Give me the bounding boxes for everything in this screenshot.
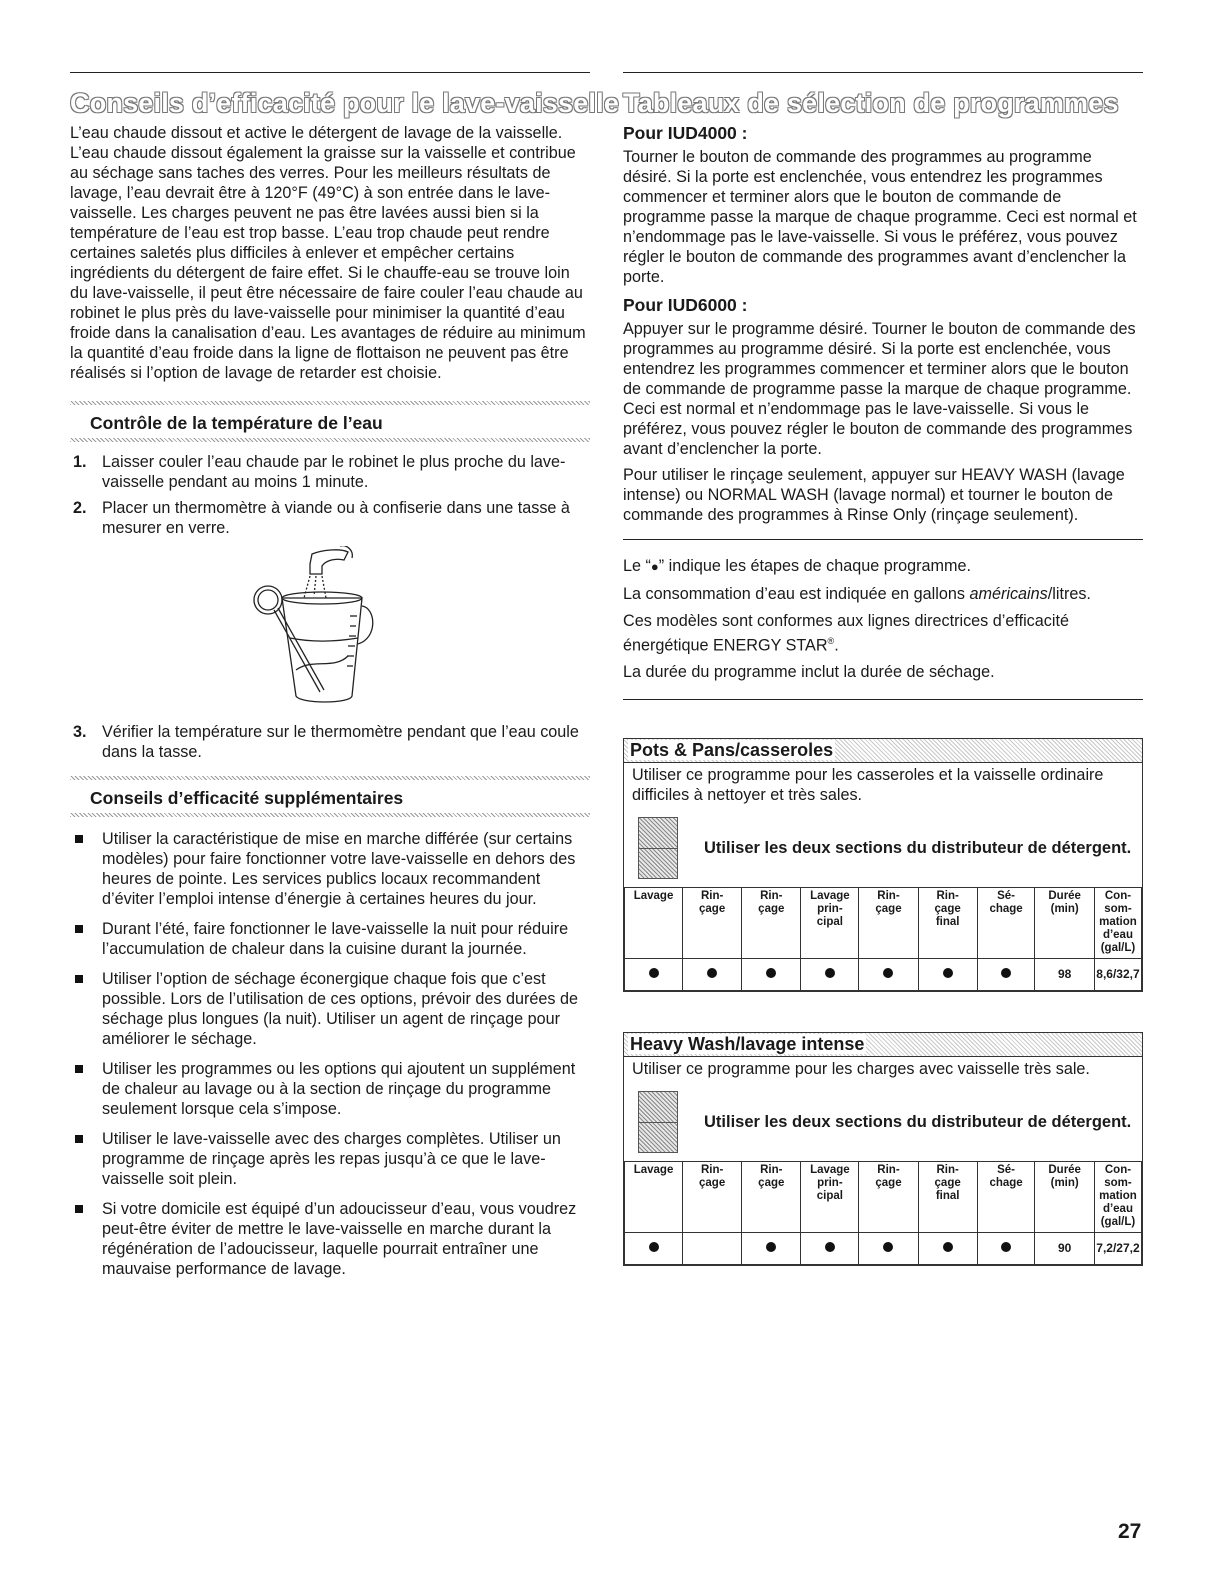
tip-text: Durant l’été, faire fonctionner le lave-vaisselle la nuit pour réduire l’accumulation de chaleur dans la cuisine durant la journée. [102, 920, 569, 958]
header-line: çage [875, 1177, 902, 1190]
header-line: (gal/L) [1100, 1216, 1136, 1229]
header-line: Sé- [997, 890, 1016, 903]
step-cell [859, 959, 918, 991]
detergent-instruction: Utiliser les deux sections du distributeur de détergent. [704, 1113, 1132, 1132]
header-line: Rin- [760, 1164, 783, 1177]
step-item [70, 722, 590, 762]
step-dot-icon [766, 1242, 776, 1252]
table-row [625, 1233, 1142, 1265]
header-line: som- [1104, 903, 1132, 916]
header-line: cipal [816, 916, 843, 929]
dot-note: Le “●” indique les étapes de chaque programme. [623, 557, 972, 575]
iud6000-text: Appuyer sur le programme désiré. Tourner le bouton de commande des programmes au programme désiré. Si la porte est enclenchée, vous entendrez les programmes commencer et terminer alors que le bouton de commande de programme passe la marque de chaque programme. Ceci est normal et n’endommage pas le lave-vaisselle. Si vous le préférez, vous pouvez régler le bouton de commande des programmes avant d’enclencher la porte. [623, 320, 1136, 458]
step-cell [683, 1233, 742, 1265]
column-header [625, 1162, 683, 1233]
header-line: çage [699, 903, 726, 916]
tip-text: Utiliser l’option de séchage éconergique chaque fois que c’est possible. Lors de l’utilisation de ces options, prévoir des durées de séchage plus longues (la nuit). Utiliser un agent de rinçage pour améliorer le séchage. [102, 970, 579, 1048]
step-item [70, 498, 590, 538]
energy-note: Ces modèles sont conformes aux lignes directrices d’efficacité énergétique ENERGY STAR®. [623, 612, 1069, 655]
column-header [1035, 1162, 1095, 1233]
step-dot-icon [943, 968, 953, 978]
header-line: (min) [1050, 1177, 1079, 1190]
tip-item [70, 1199, 590, 1279]
program-name: Heavy Wash/lavage intense [630, 1034, 865, 1055]
step-cell [801, 1233, 859, 1265]
column-header [625, 888, 683, 959]
bullet-square-icon [75, 1065, 83, 1073]
program-box [623, 1032, 1143, 1266]
step-dot-icon [1001, 968, 1011, 978]
step-cell [683, 959, 742, 991]
step-cell [918, 1233, 977, 1265]
program-tables-title: Tableaux de sélection de programmes [623, 88, 1119, 118]
bullet-square-icon [75, 1135, 83, 1143]
notes-bottom-rule [623, 699, 1143, 700]
header-line: chage [989, 1177, 1023, 1190]
step-text: Placer un thermomètre à viande ou à confiserie dans une tasse à mesurer en verre. [102, 499, 570, 537]
header-line: Rin- [700, 1164, 724, 1177]
water-use-cell: 8,6/32,7 [1094, 959, 1141, 991]
header-line: (min) [1050, 903, 1079, 916]
dot-icon: ● [650, 559, 659, 574]
bullet-square-icon [75, 835, 83, 843]
program-description: Utiliser ce programme pour les charges avec vaisselle très sale. [632, 1060, 1090, 1079]
header-line: Rin- [936, 1164, 959, 1177]
header-line: mation [1099, 916, 1137, 929]
thermometer-cup-illustration [230, 546, 430, 716]
header-line: çage [934, 903, 961, 916]
header-line: chage [989, 903, 1023, 916]
iud4000-text: Tourner le bouton de commande des programmes au programme désiré. Si la porte est enclenchée, vous entendrez les programmes commencer et terminer alors que le bouton de commande de programme passe la marque de chaque programme. Ceci est normal et n’endommage pas le lave-vaisselle. Si vous le préférez, vous pouvez régler le bouton de commande des programmes avant d’enclencher la porte. [623, 148, 1137, 286]
header-line: d’eau [1102, 1203, 1133, 1216]
cycle-steps-table [624, 1161, 1142, 1265]
program-table-1 [623, 1032, 1143, 1266]
detergent-instruction: Utiliser les deux sections du distributeur de détergent. [704, 839, 1132, 858]
cycle-steps-table [624, 887, 1142, 991]
tip-item [70, 969, 590, 1049]
programs-container [623, 738, 1143, 1266]
header-line: çage [699, 1177, 726, 1190]
left-top-rule [70, 72, 590, 73]
tip-item [70, 1129, 590, 1189]
step-number: 2. [73, 499, 87, 517]
step-dot-icon [649, 1242, 659, 1252]
section-divider [70, 438, 590, 442]
step-dot-icon [707, 968, 717, 978]
iud6000-heading: Pour IUD6000 : [623, 295, 748, 315]
detergent-row [624, 805, 1142, 887]
header-line: Con- [1104, 890, 1132, 903]
water-use-cell: 7,2/27,2 [1094, 1233, 1141, 1265]
program-name: Pots & Pans/casseroles [630, 740, 834, 761]
efficiency-tips-title: Conseils d’efficacité pour le lave-vaisselle [70, 88, 620, 118]
step-dot-icon [649, 968, 659, 978]
iud4000-heading: Pour IUD4000 : [623, 123, 748, 143]
step-dot-icon [825, 1242, 835, 1252]
duration-cell: 98 [1035, 959, 1095, 991]
tip-text: Utiliser la caractéristique de mise en marche différée (sur certains modèles) pour faire fonctionner votre lave-vaisselle en dehors des heures de pointe. Les services publics locaux recommandent d’éviter l’emploi intense d’énergie à certaines heures du jour. [102, 830, 576, 908]
header-line: Durée [1048, 1164, 1081, 1177]
program-box [623, 738, 1143, 992]
duration-cell: 90 [1035, 1233, 1095, 1265]
header-line: Lavage [633, 890, 674, 903]
step-cell [625, 959, 683, 991]
bullet-square-icon [75, 975, 83, 983]
step-text: Laisser couler l’eau chaude par le robinet le plus proche du lave-vaisselle pendant au moins 1 minute. [102, 453, 566, 491]
rinse-only-text: Pour utiliser le rinçage seulement, appuyer sur HEAVY WASH (lavage intense) ou NORMAL WASH (lavage normal) et tourner le bouton de commande des programmes à Rinse Only (rinçage seulement). [623, 466, 1125, 524]
header-line: Durée [1048, 890, 1081, 903]
temp-control-heading: Contrôle de la température de l’eau [90, 413, 383, 433]
section-divider [70, 813, 590, 817]
step-dot-icon [766, 968, 776, 978]
water-note: La consommation d’eau est indiquée en gallons américains/litres. [623, 585, 1091, 603]
left-column [70, 72, 620, 1289]
header-line: Rin- [700, 890, 724, 903]
column-header [683, 888, 742, 959]
step-dot-icon [825, 968, 835, 978]
table-header-row [625, 888, 1142, 959]
step-dot-icon [883, 1242, 893, 1252]
column-header [742, 888, 801, 959]
right-column [623, 72, 1143, 1266]
step-cell [801, 959, 859, 991]
header-line: Rin- [877, 1164, 900, 1177]
step-cell [742, 1233, 801, 1265]
header-line: d’eau [1102, 929, 1133, 942]
header-line: çage [758, 903, 785, 916]
tip-item [70, 919, 590, 959]
column-header [1035, 888, 1095, 959]
step-cell [625, 1233, 683, 1265]
program-notes [623, 540, 1143, 699]
column-header [742, 1162, 801, 1233]
header-line: final [935, 916, 960, 929]
bullet-square-icon [75, 1205, 83, 1213]
header-line: Sé- [997, 1164, 1016, 1177]
header-line: Lavage [810, 1164, 850, 1177]
tip-text: Si votre domicile est équipé d’un adoucisseur d’eau, vous voudrez peut-être éviter de mettre le lave-vaisselle en marche durant la régénération de l’adoucisseur, laquelle pourrait entraîner une mauvaise performance de lavage. [102, 1200, 577, 1278]
header-line: Rin- [936, 890, 959, 903]
header-line: prin- [817, 1177, 843, 1190]
tip-text: Utiliser les programmes ou les options qui ajoutent un supplément de chaleur au lavage ou à la section de rinçage du programme seulement lorsque cela s’impose. [102, 1060, 576, 1118]
table-header-row [625, 1162, 1142, 1233]
bullet-square-icon [75, 925, 83, 933]
header-line: çage [934, 1177, 961, 1190]
step-cell [859, 1233, 918, 1265]
header-line: Lavage [810, 890, 850, 903]
header-line: Rin- [760, 890, 783, 903]
tip-item [70, 1059, 590, 1119]
header-line: prin- [817, 903, 843, 916]
header-line: Lavage [633, 1164, 674, 1177]
column-header [859, 888, 918, 959]
step-cell [977, 959, 1035, 991]
header-line: Con- [1104, 1164, 1132, 1177]
header-line: som- [1104, 1177, 1132, 1190]
table-row [625, 959, 1142, 991]
program-title-bar [624, 1033, 1142, 1057]
more-tips-heading: Conseils d’efficacité supplémentaires [90, 788, 404, 808]
step-dot-icon [943, 1242, 953, 1252]
column-header [683, 1162, 742, 1233]
program-table-0 [623, 738, 1143, 992]
header-line: mation [1099, 1190, 1137, 1203]
step-number: 1. [73, 453, 87, 471]
right-top-rule [623, 72, 1143, 73]
tip-text: Utiliser le lave-vaisselle avec des charges complètes. Utiliser un programme de rinçage après les repas jusqu’à ce que le lave-vaisselle soit plein. [102, 1130, 561, 1188]
detergent-row [624, 1079, 1142, 1161]
column-header [1094, 888, 1141, 959]
header-line: çage [875, 903, 902, 916]
column-header [918, 888, 977, 959]
step-cell [742, 959, 801, 991]
step-item [70, 452, 590, 492]
column-header [1094, 1162, 1141, 1233]
step-dot-icon [883, 968, 893, 978]
header-line: (gal/L) [1100, 942, 1136, 955]
step-dot-icon [1001, 1242, 1011, 1252]
column-header [801, 888, 859, 959]
column-header [918, 1162, 977, 1233]
step-cell [918, 959, 977, 991]
column-header [977, 888, 1035, 959]
duration-note: La durée du programme inclut la durée de séchage. [623, 663, 995, 682]
header-line: cipal [816, 1190, 843, 1203]
detergent-dispenser-icon [638, 1091, 678, 1153]
tips-list [70, 829, 590, 1279]
header-line: final [935, 1190, 960, 1203]
column-header [801, 1162, 859, 1233]
step-cell [977, 1233, 1035, 1265]
tip-item [70, 829, 590, 909]
temp-step3-list [70, 722, 590, 762]
column-header [977, 1162, 1035, 1233]
step-text: Vérifier la température sur le thermomètre pendant que l’eau coule dans la tasse. [102, 723, 579, 761]
header-line: çage [758, 1177, 785, 1190]
program-description: Utiliser ce programme pour les casseroles et la vaisselle ordinaire difficiles à nettoyer et très sales. [632, 766, 1104, 805]
header-line: Rin- [877, 890, 900, 903]
temp-steps-list [70, 452, 590, 538]
column-header [859, 1162, 918, 1233]
step-number: 3. [73, 723, 87, 741]
program-title-bar [624, 739, 1142, 763]
intro-paragraph: L’eau chaude dissout et active le détergent de lavage de la vaisselle. L’eau chaude dissout également la graisse sur la vaisselle et contribue au séchage sans taches des verres. Pour les meilleurs résultats de lavage, l’eau devrait être à 120°F (49°C) à son entrée dans le lave-vaisselle. Les charges peuvent ne pas être lavées aussi bien si la température de l’eau est trop basse. L’eau trop chaude peut rendre certaines saletés plus difficiles à enlever et empêcher certains ingrédients du détergent de faire effet. Si le chauffe-eau se trouve loin du lave-vaisselle, il peut être nécessaire de faire couler l’eau chaude au robinet le plus près du lave-vaisselle pour minimiser la quantité d’eau froide dans la canalisation d’eau. Les avantages de réduire au minimum la quantité d’eau froide dans la ligne de flottaison ne peuvent pas être réalisés si l’option de lavage de retarder est choisie. [70, 124, 586, 382]
page-number: 27 [1118, 1520, 1142, 1543]
detergent-dispenser-icon [638, 817, 678, 879]
